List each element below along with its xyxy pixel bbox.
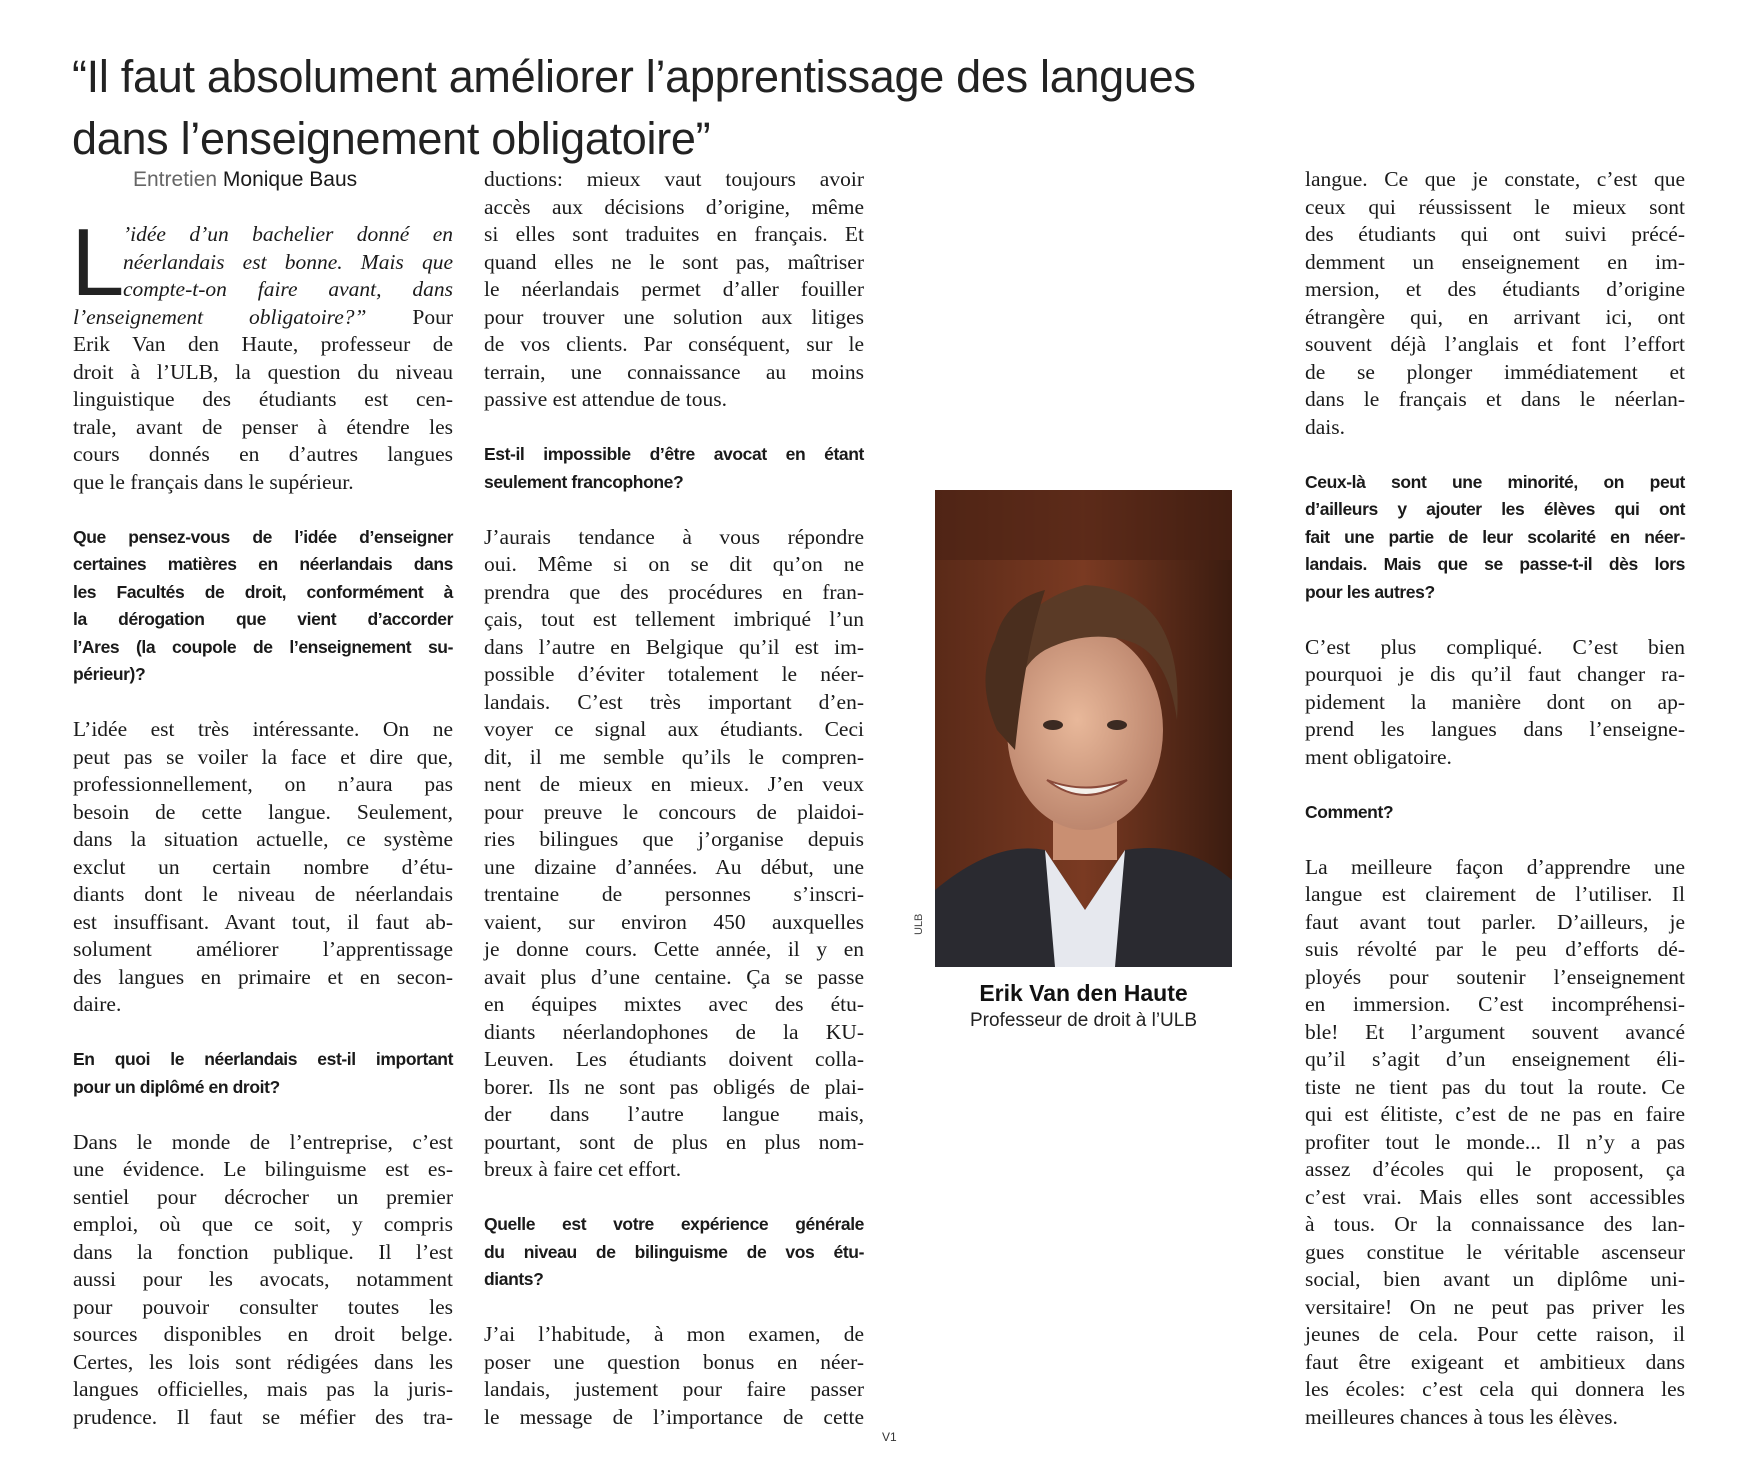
text-line: dans la situation actuelle, ce système <box>73 827 453 851</box>
lead-line: Erik Van den Haute, professeur de <box>73 332 453 356</box>
text-line: Ceux-là sont une minorité, on peut <box>1305 471 1685 492</box>
lead-paragraph <box>71 209 453 496</box>
text-line: faut être exigeant et ambitieux dans <box>1305 1349 1685 1374</box>
text-line: langue est clairement de l’utiliser. Il <box>1305 882 1685 906</box>
text-line: pour les autres? <box>1305 581 1435 602</box>
text-line: çais, tout est tellement imbriqué l’un <box>484 607 864 631</box>
text-line: de se plonger immédiatement et <box>1305 359 1685 384</box>
interview-question <box>1305 799 1685 827</box>
headline-line: dans l’enseignement obligatoire” <box>72 113 711 165</box>
text-line: ceux qui réussissent le mieux sont <box>1305 194 1685 219</box>
text-line: trentaine de personnes s’inscri- <box>484 882 864 906</box>
text-line: vaient, sur environ 450 auxquelles <box>484 909 864 934</box>
text-line: des étudiants qui ont suivi précé- <box>1305 222 1685 246</box>
interview-question <box>73 1046 453 1101</box>
text-line: seulement francophone? <box>484 471 684 492</box>
text-line: profiter tout le monde... Il n’y a pas <box>1305 1129 1685 1154</box>
text-line: ble! Et l’argument souvent avancé <box>1305 1019 1685 1044</box>
lead-line: compte-t-on faire avant, dans <box>123 277 453 301</box>
text-line: jeunes de cela. Pour cette raison, il <box>1305 1322 1685 1346</box>
text-line: étrangère qui, en arrivant ici, ont <box>1305 304 1685 329</box>
text-line: daire. <box>73 992 122 1016</box>
interview-question <box>73 524 453 689</box>
text-line: sentiel pour décrocher un premier <box>73 1184 453 1209</box>
lead-line: cours donnés en d’autres langues <box>73 442 453 466</box>
text-line: Est-il impossible d’être avocat en étant <box>484 444 864 464</box>
lead-line: ’idée d’un bachelier donné en <box>123 222 453 246</box>
page-number: V1 <box>882 1430 897 1444</box>
lead-italic-end: l’enseignement obligatoire?” <box>73 304 367 329</box>
lead-line: néerlandais est bonne. Mais que <box>123 249 453 274</box>
text-line: terrain, une connaissance au moins <box>484 359 864 384</box>
text-line: gues constitue le véritable ascenseur <box>1305 1239 1685 1264</box>
text-line: langues officielles, mais pas la juris- <box>73 1377 453 1401</box>
text-line: Que pensez-vous de l’idée d’enseigner <box>73 526 453 547</box>
text-line: dans le français et dans le néerlan- <box>1305 387 1685 411</box>
text-line: borer. Ils ne sont pas obligés de plai- <box>484 1074 864 1099</box>
text-line: ment obligatoire. <box>1305 744 1452 769</box>
text-line: prendra que des procédures en fran- <box>484 579 864 604</box>
interview-answer <box>73 1129 453 1432</box>
text-line: En quoi le néerlandais est-il important <box>73 1049 453 1069</box>
text-line: demment un enseignement en im- <box>1305 249 1685 274</box>
text-line: J’ai l’habitude, à mon examen, de <box>484 1322 864 1346</box>
text-line: Comment? <box>1305 801 1394 822</box>
text-line: breux à faire cet effort. <box>484 1157 682 1181</box>
interview-answer <box>484 524 864 1184</box>
interview-answer <box>1305 634 1685 772</box>
text-line: je donne cours. Cette année, il y en <box>484 937 864 961</box>
text-line: les Facultés de droit, conformément à <box>73 581 453 602</box>
text-line: de vos clients. Par conséquent, sur le <box>484 332 864 356</box>
text-line: meilleures chances à tous les élèves. <box>1305 1404 1618 1429</box>
text-line: nent de mieux en mieux. J’en veux <box>484 772 864 796</box>
text-line: landais, justement pour faire passer <box>484 1377 864 1401</box>
byline <box>73 166 453 194</box>
drop-cap: L <box>71 209 125 316</box>
text-line: oui. Même si on se dit qu’on ne <box>484 552 864 576</box>
text-line: voyer ce signal aux étudiants. Ceci <box>484 717 864 741</box>
text-line: qu’il s’agit d’un enseignement éli- <box>1305 1047 1685 1071</box>
text-line: pidement la manière dont on ap- <box>1305 689 1685 714</box>
interview-answer <box>1305 854 1685 1432</box>
text-line: landais. Mais que se passe-t-il dès lors <box>1305 554 1685 574</box>
text-line: J’aurais tendance à vous répondre <box>484 524 864 549</box>
text-line: certaines matières en néerlandais dans <box>73 554 453 574</box>
column-1 <box>73 166 453 1431</box>
lead-line: trale, avant de penser à étendre les <box>73 414 453 439</box>
text-line: pour un diplômé en droit? <box>73 1076 280 1097</box>
text-line: peut pas se voiler la face et dire que, <box>73 744 453 769</box>
text-line: langue. Ce que je constate, c’est que <box>1305 167 1685 191</box>
text-line: social, bien avant un diplôme uni- <box>1305 1267 1685 1291</box>
text-line: prend les langues dans l’enseigne- <box>1305 717 1685 741</box>
photo-caption-role: Professeur de droit à l’ULB <box>969 1010 1198 1031</box>
lead-line: droit à l’ULB, la question du niveau <box>73 359 453 384</box>
text-line: emploi, où que ce soit, y compris <box>73 1212 453 1236</box>
portrait-photo <box>935 490 1232 967</box>
text-line: une évidence. Le bilinguisme est es- <box>73 1157 453 1181</box>
text-line: der dans l’autre langue mais, <box>484 1102 864 1126</box>
text-line: à tous. Or la connaissance des lan- <box>1305 1212 1685 1236</box>
text-line: aussi pour les avocats, notamment <box>73 1267 453 1291</box>
text-line: pour trouver une solution aux litiges <box>484 304 864 329</box>
text-line: d’ailleurs y ajouter les élèves qui ont <box>1305 499 1685 519</box>
text-line: souvent déjà l’anglais et font l’effort <box>1305 332 1685 356</box>
text-line: qui est élitiste, c’est de ne pas en faire <box>1305 1102 1685 1126</box>
text-line: ployés pour soutenir l’enseignement <box>1305 964 1685 989</box>
text-line: la dérogation que vient d’accorder <box>73 609 453 629</box>
interview-answer <box>73 716 453 1019</box>
text-line: possible d’éviter totalement le néer- <box>484 662 864 686</box>
text-line: solument améliorer l’apprentissage <box>73 937 453 961</box>
text-line: pourtant, sont de plus en plus nom- <box>484 1129 864 1154</box>
text-line: landais. C’est très important d’en- <box>484 689 864 714</box>
text-line: poser une question bonus en néer- <box>484 1349 864 1374</box>
text-line: tiste ne tient pas du tout la route. Ce <box>1305 1074 1685 1099</box>
text-line: le message de l’importance de cette <box>484 1404 864 1429</box>
text-line: sources disponibles en droit belge. <box>73 1322 453 1346</box>
headline-line: “Il faut absolument améliorer l’apprentissage des langues <box>72 51 1196 103</box>
lead-line: linguistique des étudiants est cen- <box>73 387 453 411</box>
text-line: l’Ares (la coupole de l’enseignement su- <box>73 636 453 657</box>
text-line: faut avant tout parler. D’ailleurs, je <box>1305 909 1685 934</box>
text-line: fait une partie de leur scolarité en néer- <box>1305 526 1685 547</box>
text-line: Quelle est votre expérience générale <box>484 1214 864 1234</box>
text-line: dans l’autre en Belgique qu’il est im- <box>484 634 864 659</box>
text-line: pour pouvoir consulter toutes les <box>73 1294 453 1319</box>
column-2 <box>484 166 864 1431</box>
portrait-image <box>935 490 1232 967</box>
column-1-body <box>73 524 453 1432</box>
text-line: des langues en primaire et en secon- <box>73 964 453 989</box>
text-line: passive est attendue de tous. <box>484 387 728 411</box>
text-line: La meilleure façon d’apprendre une <box>1305 854 1685 879</box>
headline <box>72 46 1572 170</box>
photo-caption-name: Erik Van den Haute <box>979 980 1188 1006</box>
text-line: le néerlandais permet d’aller fouiller <box>484 277 864 301</box>
text-line: L’idée est très intéressante. On ne <box>73 717 453 741</box>
text-line: les écoles: c’est cela qui donnera les <box>1305 1377 1685 1401</box>
text-line: accès aux décisions d’origine, même <box>484 194 864 219</box>
interview-question <box>1305 469 1685 607</box>
photo-credit: ULB <box>913 913 925 935</box>
text-line: exclut un certain nombre d’étu- <box>73 854 453 879</box>
text-line: C’est plus compliqué. C’est bien <box>1305 634 1685 659</box>
text-line: Dans le monde de l’entreprise, c’est <box>73 1129 453 1154</box>
text-line: avait plus d’une centaine. Ça se passe <box>484 964 864 989</box>
text-line: si elles sont traduites en français. Et <box>484 222 864 246</box>
interview-question <box>484 441 864 496</box>
column-3-body <box>1305 166 1685 1431</box>
text-line: dit, il me semble qu’ils le compren- <box>484 744 864 769</box>
byline-author: Monique Baus <box>222 168 358 191</box>
text-line: mersion, et des étudiants d’origine <box>1305 277 1685 301</box>
text-line: Leuven. Les étudiants doivent colla- <box>484 1047 864 1071</box>
interview-answer <box>484 1321 864 1431</box>
interview-question <box>484 1211 864 1294</box>
text-line: en équipes mixtes avec des étu- <box>484 992 864 1016</box>
text-line: en immersion. C’est incompréhensi- <box>1305 992 1685 1016</box>
text-line: Certes, les lois sont rédigées dans les <box>73 1349 453 1374</box>
lead-line: que le français dans le supérieur. <box>73 469 354 494</box>
text-line: professionnellement, on n’aura pas <box>73 772 453 796</box>
text-line: ries bilingues que j’organise depuis <box>484 827 864 851</box>
text-line: besoin de cette langue. Seulement, <box>73 799 453 824</box>
text-line: une dizaine d’années. Au début, une <box>484 854 864 879</box>
text-line: périeur)? <box>73 664 146 684</box>
text-line: diants? <box>484 1269 544 1289</box>
text-line: du niveau de bilinguisme de vos étu- <box>484 1241 864 1262</box>
interview-answer <box>1305 166 1685 441</box>
text-line: ductions: mieux vaut toujours avoir <box>484 167 864 191</box>
text-line: assez d’écoles qui le proposent, ça <box>1305 1157 1685 1181</box>
text-line: pour preuve le concours de plaidoi- <box>484 799 864 824</box>
text-line: versitaire! On ne peut pas priver les <box>1305 1294 1685 1319</box>
text-line: dais. <box>1305 414 1346 439</box>
column-2-body <box>484 166 864 1431</box>
lead-line <box>73 304 453 332</box>
text-line: est insuffisant. Avant tout, il faut ab- <box>73 909 453 934</box>
lead-text: Pour <box>366 304 453 329</box>
text-line: diants néerlandophones de la KU- <box>484 1019 864 1044</box>
text-line: c’est vrai. Mais elles sont accessibles <box>1305 1184 1685 1209</box>
column-3 <box>1305 166 1685 1431</box>
text-line: suis révolté par le peu d’efforts dé- <box>1305 937 1685 961</box>
text-line: quand elles ne le sont pas, maîtriser <box>484 249 864 274</box>
text-line: pourquoi je dis qu’il faut changer ra- <box>1305 662 1685 686</box>
text-line: dans la fonction publique. Il l’est <box>73 1239 453 1264</box>
text-line: diants dont le niveau de néerlandais <box>73 882 453 906</box>
interview-answer <box>484 166 864 414</box>
text-line: prudence. Il faut se méfier des tra- <box>73 1404 453 1429</box>
byline-label: Entretien <box>133 168 218 191</box>
